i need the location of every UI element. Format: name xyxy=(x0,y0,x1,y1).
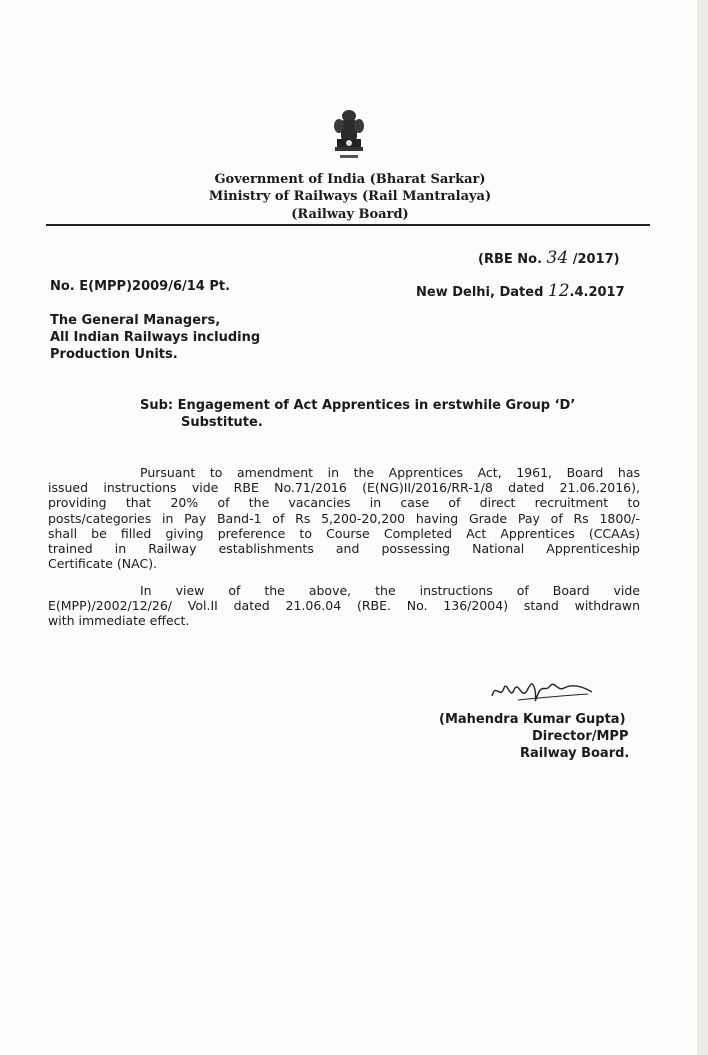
body-line: providing that 20% of the vacancies in case of direct recruitment to xyxy=(48,495,640,511)
body-line: In view of the above, the instructions of Board vide xyxy=(140,583,640,598)
national-emblem-icon xyxy=(331,108,367,166)
header-board: (Railway Board) xyxy=(291,207,409,222)
rbe-number: (RBE No. 34 /2017) xyxy=(478,248,620,268)
subject-line: Substitute. xyxy=(181,415,263,430)
page-edge xyxy=(697,0,708,1055)
addressee-line: The General Managers, xyxy=(50,313,221,328)
signatory-name: (Mahendra Kumar Gupta) xyxy=(439,712,626,727)
file-number: No. E(MPP)2009/6/14 Pt. xyxy=(50,279,231,294)
body-line: E(MPP)/2002/12/26/ Vol.II dated 21.06.04 (RBE. No. 136/2004) stand withdrawn xyxy=(48,598,640,614)
body-line: trained in Railway establishments and possessing National Apprenticeship xyxy=(48,541,640,557)
header-rule xyxy=(46,224,650,226)
body-line: with immediate effect. xyxy=(48,613,190,629)
body-line: issued instructions vide RBE No.71/2016 (E(NG)II/2016/RR-1/8 dated 21.06.2016), xyxy=(48,480,640,496)
date-line: New Delhi, Dated 12.4.2017 xyxy=(416,281,625,301)
handwritten-signature-icon xyxy=(488,670,598,710)
body-line: posts/categories in Pay Band-1 of Rs 5,200-20,200 having Grade Pay of Rs 1800/- xyxy=(48,510,640,526)
signatory-office: Railway Board. xyxy=(520,746,630,761)
header-government: Government of India (Bharat Sarkar) xyxy=(214,172,486,187)
body-line: Certificate (NAC). xyxy=(48,556,158,572)
addressee-line: Production Units. xyxy=(50,347,178,362)
date-day-handwritten: 12 xyxy=(547,281,570,301)
body-paragraph-2 xyxy=(48,583,640,629)
rbe-number-handwritten: 34 xyxy=(546,248,569,268)
subject-line: Sub: Engagement of Act Apprentices in erstwhile Group ‘D’ xyxy=(140,398,576,413)
body-line: Pursuant to amendment in the Apprentices Act, 1961, Board has xyxy=(140,465,640,480)
signatory-designation: Director/MPP xyxy=(532,729,629,744)
addressee-line: All Indian Railways including xyxy=(50,330,261,345)
body-paragraph-1 xyxy=(48,465,640,571)
header-ministry: Ministry of Railways (Rail Mantralaya) xyxy=(208,189,492,204)
body-line: shall be filled giving preference to Course Completed Act Apprentices (CCAAs) xyxy=(48,525,640,541)
